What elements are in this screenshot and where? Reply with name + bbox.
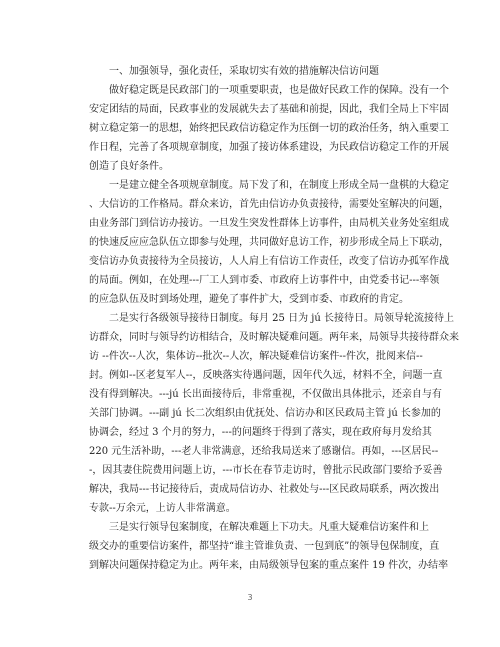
text-line: 创造了良好条件。 [89, 161, 169, 172]
text-line: 专款--万余元，上访人非常满意。 [89, 503, 236, 514]
text-line: 级交办的重要信访案件，都坚持“谁主管谁负责、一包到底”的领导包保制度，直 [89, 541, 440, 552]
text-line: 作日程，完善了各项规章制度，加强了接访体系建设，为民政信访稳定工作的开展 [89, 142, 449, 153]
text-line: 三是实行领导包案制度，在解决难题上下功夫。凡重大疑难信访案件和上 [109, 522, 429, 533]
text-line: 变信访办负责接待为全员接访，人人肩上有信访工作责任，改变了信访办孤军作战 [89, 256, 449, 267]
paragraph-reception [89, 309, 459, 518]
text-line: -，因其妻住院费用问题上访，---市长在春节走访时，曾批示民政部门要给予妥善 [89, 465, 443, 476]
text-line: 访群众，同时与领导约访相结合，及时解决疑难问题。两年来，局领导共接待群众来 [89, 332, 459, 343]
text-line: 由业务部门到信访办接访。一旦发生突发性群体上访事件，由局机关业务处室组成 [89, 218, 449, 229]
text-line: 二是实行各级领导接待日制度。每月 25 日为 jú 长接待日。局领导轮流接待上 [109, 313, 454, 324]
text-line: 做好稳定既是民政部门的一项重要职责，也是做好民政工作的保障。没有一个 [109, 85, 449, 96]
text-line: 树立稳定第一的思想，始终把民政信访稳定作为压倒一切的政治任务，纳入重要工 [89, 123, 449, 134]
text-line: 的局面。例如，在处理---厂工人到市委、市政府上访事件中，由党委书记---率领 [89, 275, 440, 286]
paragraph-rules [89, 176, 449, 309]
text-line: 封。例如--区老复军人--，反映落实待遇问题，因年代久远，材料不全，问题一直 [89, 370, 443, 381]
paragraph-intro [89, 81, 449, 176]
text-line: 访 --件次--人次，集体访--批次--人次，解决疑难信访案件--件次，批阅来信-- [89, 351, 423, 362]
page-number: 3 [247, 593, 253, 602]
text-line: 没有得到解决。---jú 长出面接待后，非常重视，不仅做出具体批示，还亲自与有 [89, 389, 442, 400]
text-line: 的快速反应应急队伍立即参与处理，共同做好息访工作，初步形成全局上下联动， [89, 237, 449, 248]
section-heading: 一、加强领导，强化责任，采取切实有效的措施解决信访问题 [109, 66, 379, 77]
text-line: 协调会，经过 3 个月的努力，---的问题终于得到了落实，现在政府每月发给其 [89, 427, 432, 438]
text-line: 到解决问题保持稳定为止。两年来，由局级领导包案的重点案件 19 件次，办结率 [89, 560, 449, 571]
text-line: 一是建立健全各项规章制度。局下发了和，在制度上形成全局一盘棋的大稳定 [109, 180, 449, 191]
text-line: 安定团结的局面，民政事业的发展就失去了基础和前提，因此，我们全局上下牢固 [89, 104, 449, 115]
text-line: 、大信访的工作格局。群众来访，首先由信访办负责接待，需要处室解决的问题， [89, 199, 449, 210]
text-line: 解决，我局---书记接待后，责成局信访办、社救处与---区民政局联系，两次拨出 [89, 484, 440, 495]
text-line: 220 元生活补助，---老人非常满意，还给我局送来了感谢信。再如，---区居民-- [89, 446, 439, 457]
paragraph-case-responsibility [89, 518, 449, 575]
document-body [89, 62, 459, 575]
text-line: 的应急队伍及时到场处理，避免了事件扩大，受到市委、市政府的肯定。 [89, 294, 409, 305]
text-line: 关部门协调。---副 jú 长二次组织由优抚处、信访办和区民政局主管 jú 长参加的 [89, 408, 441, 419]
